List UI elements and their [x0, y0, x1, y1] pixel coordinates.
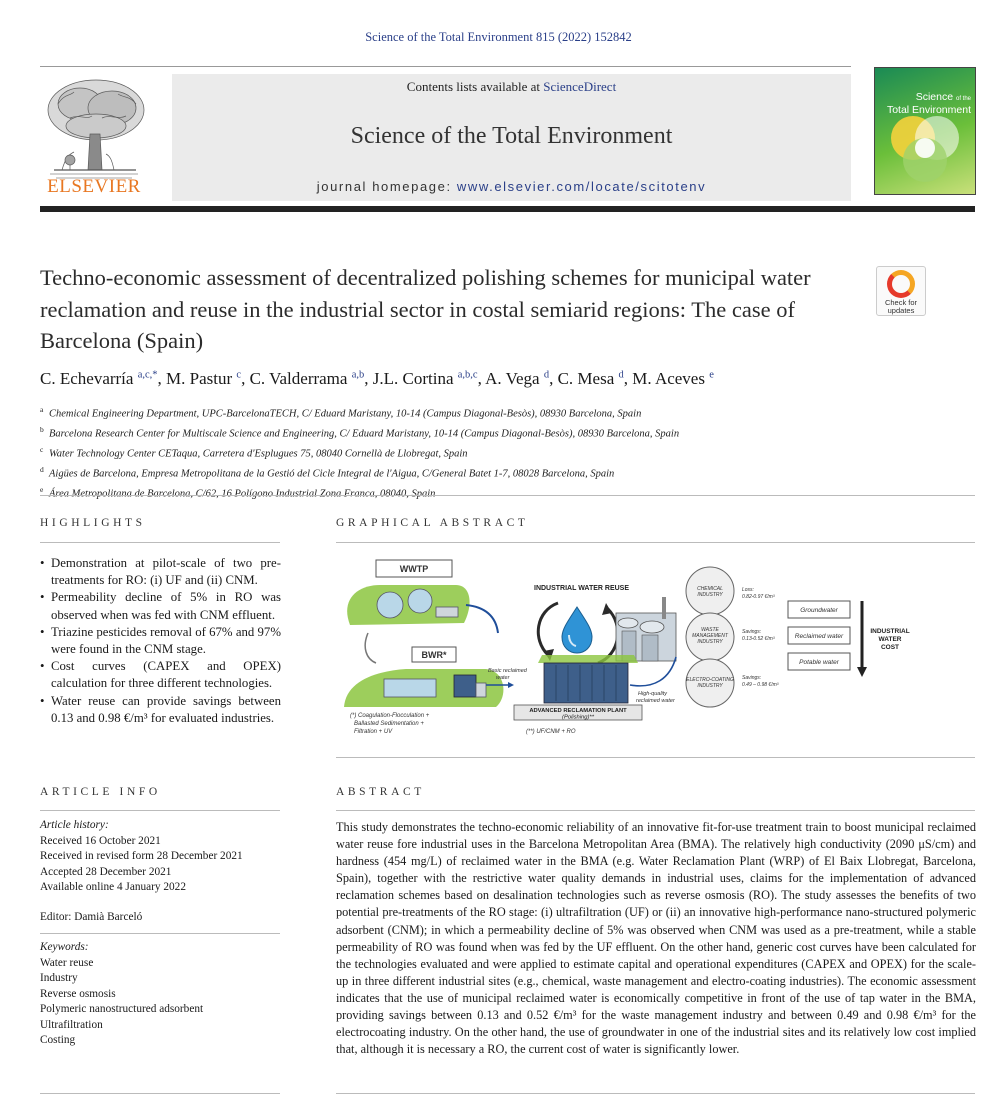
- plant-ground: [538, 655, 638, 663]
- hq-water-label-1: High-quality: [638, 691, 668, 697]
- keyword-item: Ultrafiltration: [40, 1018, 103, 1031]
- wwtp-tank-2: [408, 589, 432, 613]
- bwr-footnote-2: Ballasted Sedimentation +: [354, 721, 424, 727]
- affiliation-key: a: [40, 405, 44, 414]
- highlights-rule: [40, 542, 280, 543]
- industry-1-line-2: INDUSTRY: [697, 592, 723, 598]
- wwtp-pipe: [466, 605, 498, 633]
- section-divider: [40, 495, 975, 496]
- check-for-updates-button[interactable]: [876, 266, 926, 316]
- cover-title-1: Science: [915, 91, 954, 103]
- industry-2-note-1: Savings:: [742, 629, 762, 635]
- keywords-rule: [40, 933, 280, 934]
- article-title: Techno-economic assessment of decentralized polishing schemes for municipal water reclamation and reuse in the industrial sector in costal semiarid regions: The case of Barcelona (Spain): [40, 265, 811, 353]
- industry-1-line-1: CHEMICAL: [697, 586, 723, 592]
- industry-3-note-2: 0.49 – 0.98 €/m³: [742, 682, 779, 688]
- affiliation-text: Aigües de Barcelona, Empresa Metropolitana de la Gestió del Cicle Integral de l'Aigua, C/General Batet 1-7, 08028 Barcelona, Spain: [49, 468, 615, 480]
- highlight-item: • Triazine pesticides removal of 67% and 97% were found in the CNM stage.: [40, 624, 281, 658]
- cost-arrowhead: [857, 667, 867, 677]
- article-history-label: Article history:: [40, 819, 109, 831]
- industry-2-line-1: WASTE: [701, 627, 719, 633]
- affiliation-key: d: [40, 465, 44, 475]
- contents-prefix: Contents lists available at: [406, 79, 544, 94]
- highlight-item: • Demonstration at pilot-scale of two pre-treatments for RO: (i) UF and (ii) CNM.: [40, 555, 281, 589]
- affiliation-list: [40, 402, 940, 502]
- keyword-item: Reverse osmosis: [40, 987, 116, 1000]
- plant-tank-2: [640, 621, 664, 633]
- editor: Editor: Damià Barceló: [40, 910, 143, 923]
- reclamation-plant-label-1: ADVANCED RECLAMATION PLANT: [529, 708, 627, 714]
- author-name[interactable]: C. Mesa: [557, 369, 619, 388]
- hq-water-label-2: reclaimed water: [636, 698, 675, 704]
- keywords-label: Keywords:: [40, 941, 89, 953]
- affiliation-item: [40, 462, 940, 482]
- author-name[interactable]: A. Vega: [485, 369, 544, 388]
- journal-title: Science of the Total Environment: [350, 123, 673, 149]
- wwtp-building: [436, 607, 458, 617]
- check-for-updates-label: Check for updates: [884, 298, 918, 315]
- cover-art: [875, 68, 976, 195]
- keyword-item: Industry: [40, 972, 78, 984]
- affiliation-item: [40, 402, 940, 422]
- keyword-item: Water reuse: [40, 956, 94, 969]
- graphical-abstract-figure[interactable]: [336, 551, 916, 741]
- reclamation-container: [544, 663, 628, 703]
- journal-citation[interactable]: Science of the Total Environment 815 (2022) 152842: [365, 30, 632, 44]
- highlights-list: [40, 555, 281, 727]
- bwr-shed: [476, 683, 486, 697]
- abstract-heading: ABSTRACT: [336, 786, 425, 798]
- cost-label-3: COST: [880, 644, 900, 651]
- author-name[interactable]: C. Valderrama: [249, 369, 352, 388]
- reuse-title: INDUSTRIAL WATER REUSE: [534, 585, 630, 592]
- abstract-bottom-rule: [336, 1093, 975, 1094]
- header-thick-rule: [40, 206, 975, 212]
- date-received: Received 16 October 2021: [40, 834, 161, 847]
- graphical-abstract-heading: GRAPHICAL ABSTRACT: [336, 517, 529, 529]
- author-list: C. Echevarría $^{a,c,*}$, M. Pastur $^c$, C. Valderrama $^{a,b}$, J.L. Cortina $^{a,b,c}$, A. Vega $^d$, C. Mesa $^d$, M. Aceves $^e$: [40, 369, 714, 388]
- affiliation-key: b: [40, 425, 44, 435]
- cover-title-2: Total Environment: [886, 104, 971, 116]
- cost-label-1: INDUSTRIAL: [870, 628, 910, 635]
- author-name[interactable]: M. Aceves: [632, 369, 710, 388]
- affiliation-text: Barcelona Research Center for Multiscale Science and Engineering, C/ Eduard Maristany, 10-14 (Campus Diagonal-Besòs), 08930 Barcelona, Spain: [49, 428, 680, 440]
- abstract-rule: [336, 810, 975, 811]
- header-top-rule: [40, 66, 851, 67]
- bookmark-check-icon: [887, 270, 915, 298]
- affiliation-item: [40, 422, 940, 442]
- industry-2-line-3: INDUSTRY: [697, 639, 723, 645]
- bwr-footnote-1: (*) Coagulation-Flocculation +: [350, 713, 430, 719]
- plant-chimney: [662, 597, 666, 619]
- industry-3-line-2: INDUSTRY: [697, 683, 723, 689]
- cycle-arrow-left: [538, 603, 558, 655]
- keyword-item: Polymeric nanostructured adsorbent: [40, 1003, 204, 1015]
- affiliation-item: [40, 482, 940, 502]
- wwtp-arrow: [365, 633, 376, 663]
- keyword-list: [40, 956, 280, 1049]
- wwtp-label: WWTP: [399, 564, 429, 574]
- author-name[interactable]: J.L. Cortina: [372, 369, 458, 388]
- author-affiliation-marker[interactable]: e: [709, 369, 714, 381]
- source-3-label: Potable water: [799, 659, 839, 666]
- affiliation-text: Chemical Engineering Department, UPC-BarcelonaTECH, C/ Eduard Maristany, 10-14 (Campus Diagonal-Besòs), 08930 Barcelona, Spain: [49, 408, 642, 420]
- industry-3-line-1: ELECTRO-COATING: [686, 677, 734, 683]
- homepage-prefix: journal homepage:: [316, 179, 457, 194]
- industry-3-note-1: Savings:: [742, 675, 762, 681]
- elsevier-wordmark: ELSEVIER: [47, 176, 141, 197]
- bwr-building: [454, 675, 476, 697]
- wwtp-tank-1: [377, 592, 403, 618]
- article-info-bottom-rule: [40, 1093, 280, 1094]
- journal-masthead: [172, 74, 851, 201]
- graphical-abstract-bottom-rule: [336, 757, 975, 758]
- date-accepted: Accepted 28 December 2021: [40, 865, 172, 878]
- date-revised: Received in revised form 28 December 2021: [40, 850, 243, 862]
- graphical-abstract-rule: [336, 542, 975, 543]
- author-affiliation-marker[interactable]: a,c,*: [137, 369, 158, 381]
- date-online: Available online 4 January 2022: [40, 881, 186, 893]
- cover-title: [879, 92, 971, 116]
- bwr-footnote-3: Filtration + UV: [354, 729, 393, 735]
- cycle-arrowhead-right: [602, 603, 612, 615]
- cover-title-of: of the: [955, 96, 971, 102]
- highlights-heading: HIGHLIGHTS: [40, 517, 146, 529]
- water-drop-icon: [562, 607, 592, 653]
- highlight-item: • Water reuse can provide savings between 0.13 and 0.98 €/m³ for evaluated industries.: [40, 693, 281, 727]
- journal-homepage: [172, 179, 851, 194]
- contents-line: [172, 79, 851, 95]
- plant-silo-2: [642, 635, 658, 661]
- affiliation-key: c: [40, 445, 44, 455]
- journal-cover-thumbnail[interactable]: [874, 67, 976, 195]
- author-affiliation-marker[interactable]: a,b,c: [457, 369, 478, 381]
- industry-electro-coating: [686, 659, 779, 707]
- source-2-label: Reclaimed water: [794, 633, 844, 640]
- industry-2-line-2: MANAGEMENT: [692, 633, 728, 639]
- source-1-label: Groundwater: [800, 607, 838, 614]
- industry-2-note-2: 0.13-0.52 €/m³: [742, 636, 775, 642]
- reclamation-plant-label-2: (Polishing)**: [562, 714, 594, 721]
- affiliation-item: [40, 442, 940, 462]
- cost-label-2: WATER: [878, 636, 902, 643]
- article-info-rule: [40, 810, 280, 811]
- highlight-item: • Permeability decline of 5% in RO was observed when was fed with CNM effluent.: [40, 589, 281, 623]
- basic-water-label-2: water: [496, 675, 510, 681]
- bwr-label: BWR*: [421, 650, 447, 660]
- highlight-item: • Cost curves (CAPEX and OPEX) calculation for three different technologies.: [40, 658, 281, 692]
- keyword-item: Costing: [40, 1034, 76, 1046]
- author-affiliation-marker[interactable]: c: [236, 369, 242, 381]
- homepage-link[interactable]: www.elsevier.com/locate/scitotenv: [456, 179, 707, 194]
- industry-chemical: [686, 567, 775, 615]
- article-info: [40, 818, 280, 1049]
- reclamation-footnote: (**) UF/CNM + RO: [526, 729, 576, 735]
- plant-tank-1: [618, 618, 638, 628]
- sciencedirect-link[interactable]: ScienceDirect: [543, 79, 617, 94]
- article-info-heading: ARTICLE INFO: [40, 786, 161, 798]
- cycle-arrow-right: [598, 609, 618, 663]
- industry-1-note-1: Loss:: [742, 587, 754, 593]
- source-reclaimed-water: [788, 627, 850, 644]
- author-affiliation-marker[interactable]: d: [618, 369, 624, 381]
- source-potable-water: [788, 653, 850, 670]
- source-groundwater: [788, 601, 850, 618]
- author-affiliation-marker[interactable]: a,b: [351, 369, 365, 381]
- affiliation-key: e: [40, 485, 44, 495]
- basic-water-arrowhead: [508, 682, 514, 688]
- basic-water-label-1: Basic reclaimed: [488, 668, 527, 674]
- abstract-text: This study demonstrates the techno-economic reliability of an innovative fit-for-use treatment train to boost municipal reclaimed water reuse fore industrial uses in the Barcelona Metropolitan Area (BMA). The relatively high conductivity (2090 μS/cm) and hardness (454 mg/L) of reclaimed water in the BMA (e.g. Water Reclamation Plant (WRP) of El Baix Llobregat, Barcelona, Spain), together with the restrictive water quality demands in industrial uses, claims for the implementation of advanced reclamation schemes based on desalination technologies such as reverse osmosis (RO). The study assesses the benefits of two potential pre-treatments of the RO stage: (i) ultrafiltration (UF) or (ii) an innovative high-performance nano-structured polymeric adsorbent (CNM); in which a permeability decline of 5% was observed when CNM was used as a pre-treatment, while a stable permeability of RO was found when was fed by the UF effluent. On the other hand, generic cost curves have been calculated for the technologies evaluated and were applied to estimate capital and operational expenditures (CAPEX and OPEX) for the scale-up in three different industrial sites (e.g., chemical, waste management and electro-coating industries). The economic assessment indicates that the use of municipal reclaimed water is economically competitive in front of the use of tap water in the BMA, providing savings between 0.13 and 0.52 €/m³ for the waste management industry and between 0.49 and 0.98 €/m³ for the electrocoating industry. On the other hand, the use of groundwater in one of the industrial sites and its relatively low cost implied that, although it is necessary a RO, the current cost of water is significantly lower.: [336, 820, 976, 1057]
- industry-1-note-2: 0.82-0.97 €/m³: [742, 594, 775, 600]
- author-affiliation-marker[interactable]: d: [543, 369, 550, 381]
- bwr-basin: [384, 679, 436, 697]
- industry-waste-management: [686, 613, 775, 661]
- author-name[interactable]: M. Pastur: [166, 369, 237, 388]
- affiliation-text: Water Technology Center CETaqua, Carretera d'Esplugues 75, 08040 Cornellà de Llobregat, Spain: [49, 448, 468, 460]
- author-name[interactable]: C. Echevarría: [40, 369, 138, 388]
